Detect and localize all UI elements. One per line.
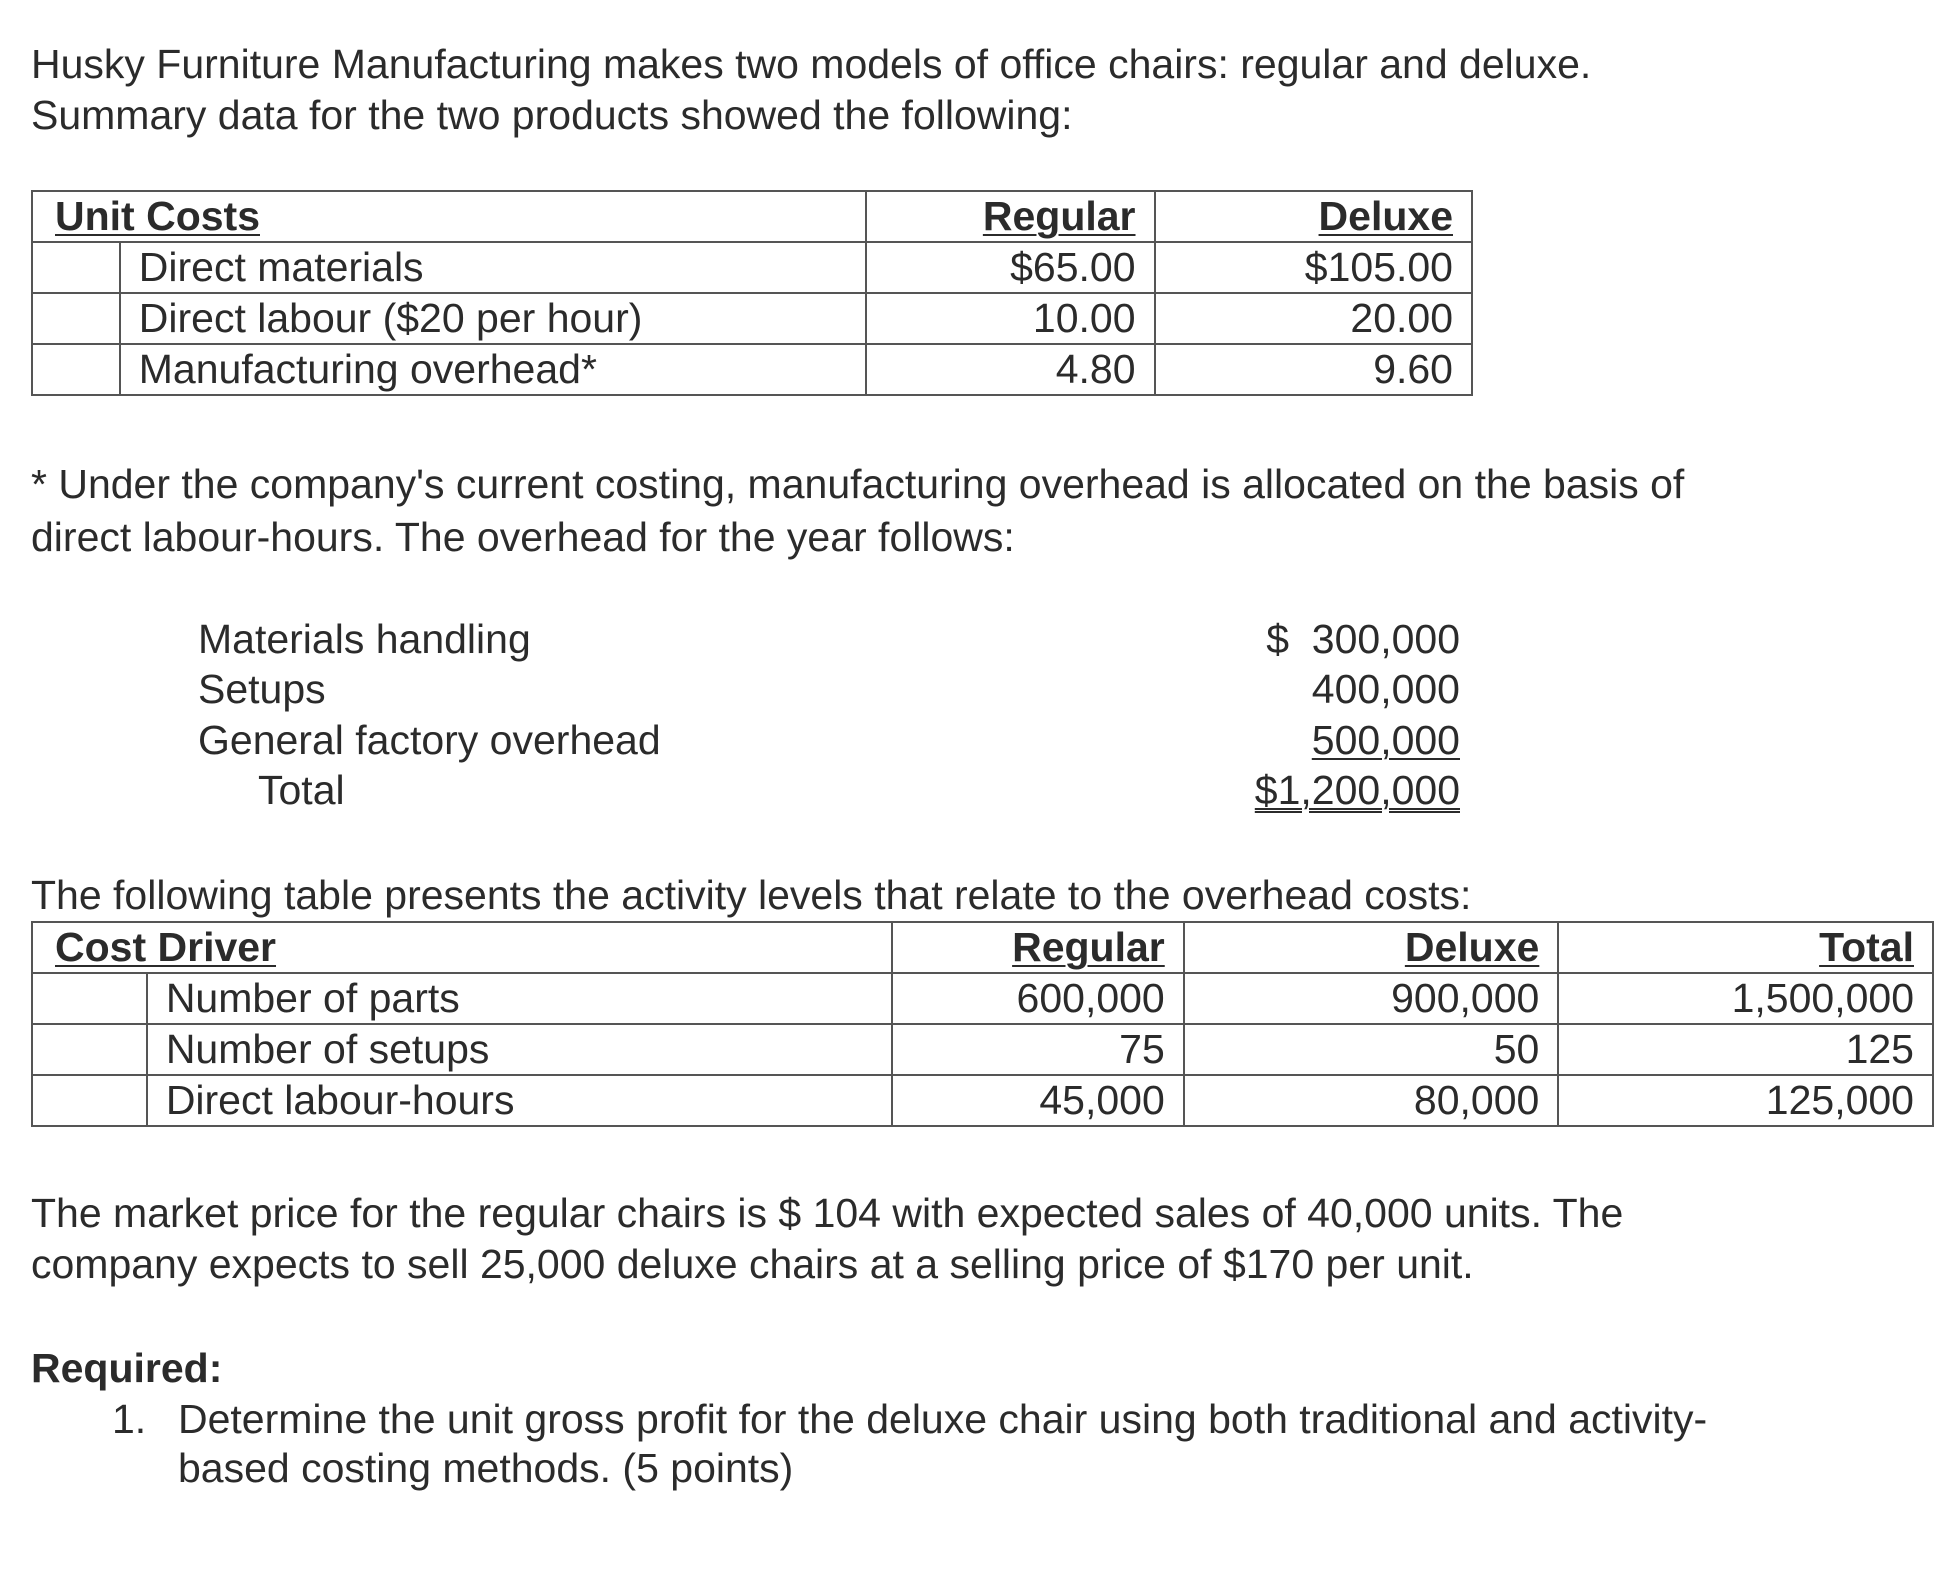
unit-costs-col-regular: Regular xyxy=(866,191,1155,242)
row-total-value: 125 xyxy=(1558,1024,1933,1075)
table-row xyxy=(32,973,1933,1024)
row-regular-value: $65.00 xyxy=(866,242,1155,293)
intro-line-2: Summary data for the two products showed the following: xyxy=(31,92,1073,138)
activity-table xyxy=(31,921,1934,1127)
required-item-number: 1. xyxy=(112,1396,147,1442)
intro-line-1: Husky Furniture Manufacturing makes two models of office chairs: regular and deluxe. xyxy=(31,41,1592,87)
unit-costs-col-deluxe: Deluxe xyxy=(1155,191,1472,242)
row-label: Manufacturing overhead* xyxy=(120,344,866,395)
row-indent-cell xyxy=(32,1024,147,1075)
row-regular-value: 45,000 xyxy=(892,1075,1184,1126)
overhead-item-amount: 400,000 xyxy=(1311,666,1460,712)
market-line-1: The market price for the regular chairs is $ 104 with expected sales of 40,000 units. The xyxy=(31,1190,1624,1236)
required-heading: Required: xyxy=(31,1345,223,1391)
row-deluxe-value: $105.00 xyxy=(1155,242,1472,293)
unit-costs-header: Unit Costs xyxy=(32,191,866,242)
required-item-line-1: Determine the unit gross profit for the deluxe chair using both traditional and activity- xyxy=(178,1396,1708,1442)
row-regular-value: 75 xyxy=(892,1024,1184,1075)
overhead-total-amount: $1,200,000 xyxy=(1254,767,1460,813)
overhead-item-label: Materials handling xyxy=(198,616,531,662)
required-item-line-2: based costing methods. (5 points) xyxy=(178,1445,794,1491)
table-row xyxy=(32,242,1472,293)
activity-col-regular: Regular xyxy=(892,922,1184,973)
table-row xyxy=(32,293,1472,344)
row-indent-cell xyxy=(32,973,147,1024)
row-total-value: 125,000 xyxy=(1558,1075,1933,1126)
overhead-item-amount: $ 300,000 xyxy=(1266,616,1460,662)
table-row xyxy=(32,1024,1933,1075)
activity-header-row xyxy=(32,922,1933,973)
overhead-item-amount: 500,000 xyxy=(1311,717,1460,763)
row-regular-value: 10.00 xyxy=(866,293,1155,344)
unit-costs-header-row xyxy=(32,191,1472,242)
footnote-line-1: * Under the company's current costing, manufacturing overhead is allocated on the basis of xyxy=(31,461,1685,507)
row-total-value: 1,500,000 xyxy=(1558,973,1933,1024)
footnote-line-2: direct labour-hours. The overhead for the year follows: xyxy=(31,514,1015,560)
row-deluxe-value: 900,000 xyxy=(1184,973,1559,1024)
row-deluxe-value: 50 xyxy=(1184,1024,1559,1075)
activity-col-total: Total xyxy=(1558,922,1933,973)
market-line-2: company expects to sell 25,000 deluxe chairs at a selling price of $170 per unit. xyxy=(31,1241,1474,1287)
table-row xyxy=(32,1075,1933,1126)
row-indent-cell xyxy=(32,293,120,344)
row-regular-value: 600,000 xyxy=(892,973,1184,1024)
row-label: Number of setups xyxy=(147,1024,892,1075)
unit-costs-table xyxy=(31,190,1473,396)
overhead-item-label: General factory overhead xyxy=(198,717,661,763)
overhead-item-label: Setups xyxy=(198,666,326,712)
row-label: Direct materials xyxy=(120,242,866,293)
row-indent-cell xyxy=(32,242,120,293)
table-row xyxy=(32,344,1472,395)
row-label: Direct labour ($20 per hour) xyxy=(120,293,866,344)
row-label: Number of parts xyxy=(147,973,892,1024)
row-indent-cell xyxy=(32,344,120,395)
activity-intro: The following table presents the activity levels that relate to the overhead costs: xyxy=(31,872,1472,918)
activity-col-deluxe: Deluxe xyxy=(1184,922,1559,973)
row-deluxe-value: 9.60 xyxy=(1155,344,1472,395)
row-indent-cell xyxy=(32,1075,147,1126)
row-regular-value: 4.80 xyxy=(866,344,1155,395)
overhead-total-label: Total xyxy=(258,767,345,813)
row-label: Direct labour-hours xyxy=(147,1075,892,1126)
row-deluxe-value: 80,000 xyxy=(1184,1075,1559,1126)
activity-header: Cost Driver xyxy=(32,922,892,973)
row-deluxe-value: 20.00 xyxy=(1155,293,1472,344)
